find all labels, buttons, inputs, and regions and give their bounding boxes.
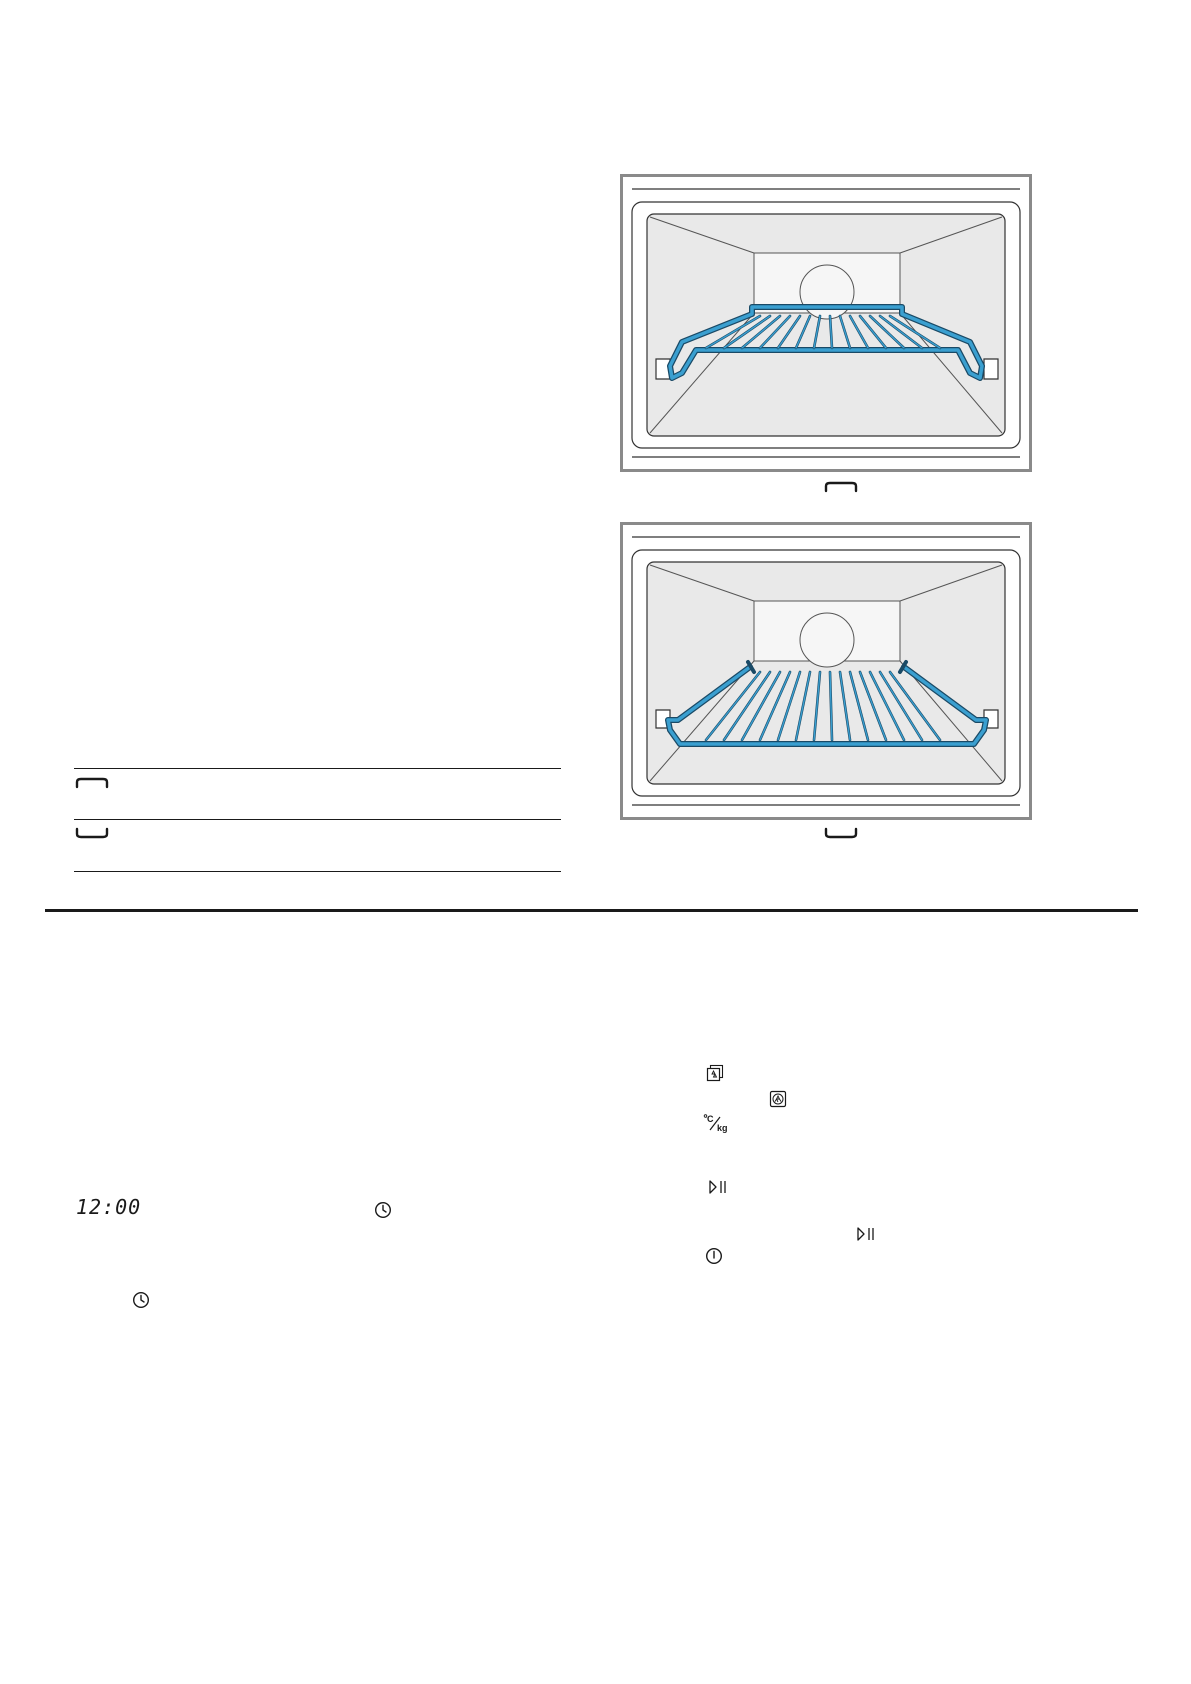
fan-icon xyxy=(769,1090,787,1108)
raised-shelf-icon xyxy=(74,776,110,790)
lowered-shelf-icon xyxy=(823,826,859,840)
section-divider xyxy=(45,909,1138,912)
svg-text:kg: kg xyxy=(717,1123,728,1133)
clock-icon xyxy=(132,1291,150,1309)
table-rule-bottom xyxy=(74,871,561,872)
lowered-shelf-icon xyxy=(74,826,110,840)
oven-figure-raised xyxy=(620,174,1032,472)
start-pause-icon xyxy=(856,1226,876,1242)
svg-text:C: C xyxy=(707,1114,714,1124)
power-icon xyxy=(705,1247,723,1265)
raised-shelf-icon xyxy=(823,480,859,494)
display-readout: 12:00 xyxy=(76,1195,142,1219)
oven-figure-lowered xyxy=(620,522,1032,820)
temperature-weight-icon xyxy=(703,1113,733,1133)
start-pause-icon xyxy=(708,1179,728,1195)
fan-program-icon xyxy=(706,1064,724,1082)
table-rule-top xyxy=(74,768,561,769)
table-rule-middle xyxy=(74,819,561,820)
clock-icon xyxy=(374,1201,392,1219)
